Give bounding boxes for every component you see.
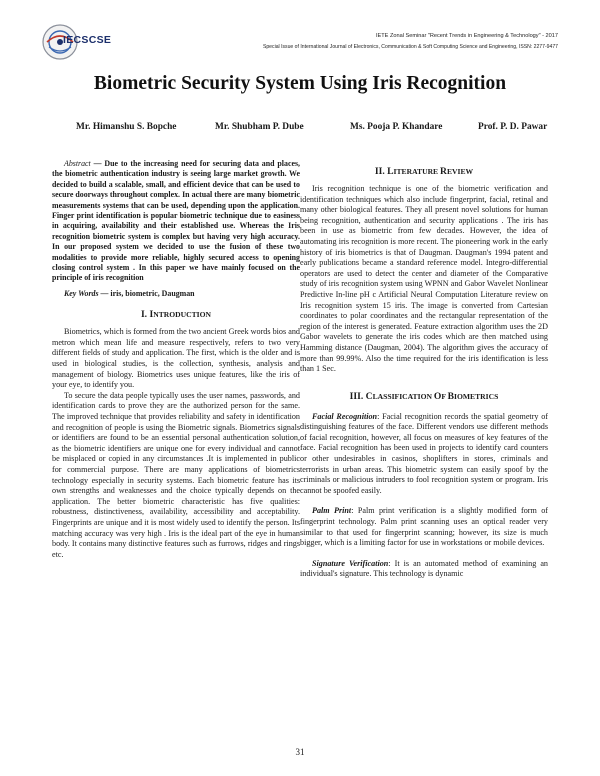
classification-palm: Palm Print: Palm print verification is a slightly modified form of fingerprint technology. Palm print scanning uses an optical reader very similar to that used for fingerprint scanning; however, its size is much bigger, which is a limiting factor for use in workstations or mobile devices. [300,506,548,548]
keywords-label: Key Words [64,288,99,298]
intro-paragraph-1: Biometrics, which is formed from the two ancient Greek words bios and metron which mean life and measure respectively, refers to two very different fields of study and application. The first, which is the older and is used in biological studies, is the collection, synthesis, analysis and management of biology. Biometrics uses unique features, like the iris of your eye, to identify you. [52,327,300,390]
keywords-text: — iris, biometric, Daugman [98,288,195,298]
term-palm-print: Palm Print [312,506,352,516]
section-heading-introduction: I. INTRODUCTION [140,309,212,321]
right-column [300,166,548,580]
logo-text: IECSCSE [63,34,112,46]
seminar-header: IETE Zonal Seminar "Recent Trends in Engineering & Technology" - 2017 [375,33,558,39]
author-3: Ms. Pooja P. Khandare [350,122,443,132]
author-2: Mr. Shubham P. Dube [215,122,304,132]
term-signature-verification: Signature Verification [312,558,389,568]
author-4: Prof. P. D. Pawar [478,122,548,132]
page-number: 31 [295,747,305,757]
abstract-text: — Due to the increasing need for securing data and places, the biometric authentication industry is seeing large market growth. We decided to build a scalable, small, and efficient device that can be used to secure doorways throughout complex. In actual there are many biometric measurements systems that can be used, depending upon the application. Finger print identification is popular biometric technique due to easiness in acquiring, availability and their established use. Whereas the Iris recognition biometric system is complex but having very high accuracy. In our proposed system we decided to use the fusion of these two modalities to provide more reliable, highly secured access to opening closing control system . In this paper we have mainly focused on the principle of iris recognition [52,159,300,283]
literature-paragraph: Iris recognition technique is one of the biometric verification and identification techniques which also include fingerprint, facial, retinal and many other biological features. They all present novel solutions for human being recognition, authentication and security applications . The iris has been in use as biometric from few decades. However, the idea of automating iris recognition is more recent. The pioneering work in the early history of iris biometrics is that of Daugman. Daugman's 1994 patent and early publications became a standard reference model. Integro-differential operators are used to detect the center and diameter of the Comparative study of iris recognition system using WPNN and Gabor Wavelet Nonlinear Predictive In-line pH c Artificial Neural Computation Literature review on Iris recognition system 15 iris. The image is converted from Cartesian coordinates to polar coordinates and the rectangular representation of the region of the interest is generated. Feature extraction algorithm uses the 2D Gabor wavelets to generate the iris codes which are then matched using Hamming distance (Daugman, 2004). The algorithm gives the accuracy of more than 99.99%. Also the time required for the iris identification is less than 1 Sec. [300,184,548,374]
left-column [52,159,300,560]
section-heading-classification: III. CLASSIFICATION OF BIOMETRICS [349,390,499,402]
author-1: Mr. Himanshu S. Bopche [76,122,177,132]
classification-facial: Facial Recognition: Facial recognition records the spatial geometry of distinguishing features of the face. Different vendors use different methods of facial recognition, however, all focus on measures of key features of the face. Facial recognition has been used in projects to identify card counters or other undesirables in casinos, shoplifters in stores, criminals and terrorists in urban areas. This biometric system can easily spoof by the criminals or malicious intruders to fool recognition system or program. Iris cannot be spoofed easily. [300,411,548,495]
classification-signature: Signature Verification: It is an automated method of examining an individual's signature. This technology is dynamic [300,558,548,579]
section-heading-literature-review: II. LITERATURE REVIEW [374,166,474,177]
abstract [52,159,300,284]
term-facial-recognition: Facial Recognition [312,411,378,421]
abstract-label: Abstract [64,159,91,168]
keywords [52,289,300,299]
journal-header: Special Issue of International Journal of Electronics, Communication & Soft Computing Science and Engineering, ISSN: 2277-9477 [262,44,558,50]
intro-paragraph-2: To secure the data people typically uses the user names, passwords, and identification cards to prove they are the authorized person for the same. The improved technique that provides reliability and safety in identification and recognition of people is using the Biometric signals. Biometrics signals or identifiers are found to be an essential personal authentication solution, as the biometric identifiers are unique one for every individual and cannot be misplaced or copied in any circumstances .It is implemented in public for commercial purpose. There are many applications of biometrics technology especially in security systems. Each biometric feature has its own strengths and weaknesses and the choice typically depends on the application. The better biometric characteristic has five qualities: robustness, distinctiveness, availability, accessibility and acceptability. Fingerprints are unique and it is most widely used to identify the person. Its matching accuracy was very high . Iris is the ideal part of the eye in human body. It contains many distinctive features such as furrows, ridges and rings etc. [52,390,300,559]
paper-title: Biometric Security System Using Iris Recognition [93,73,507,94]
